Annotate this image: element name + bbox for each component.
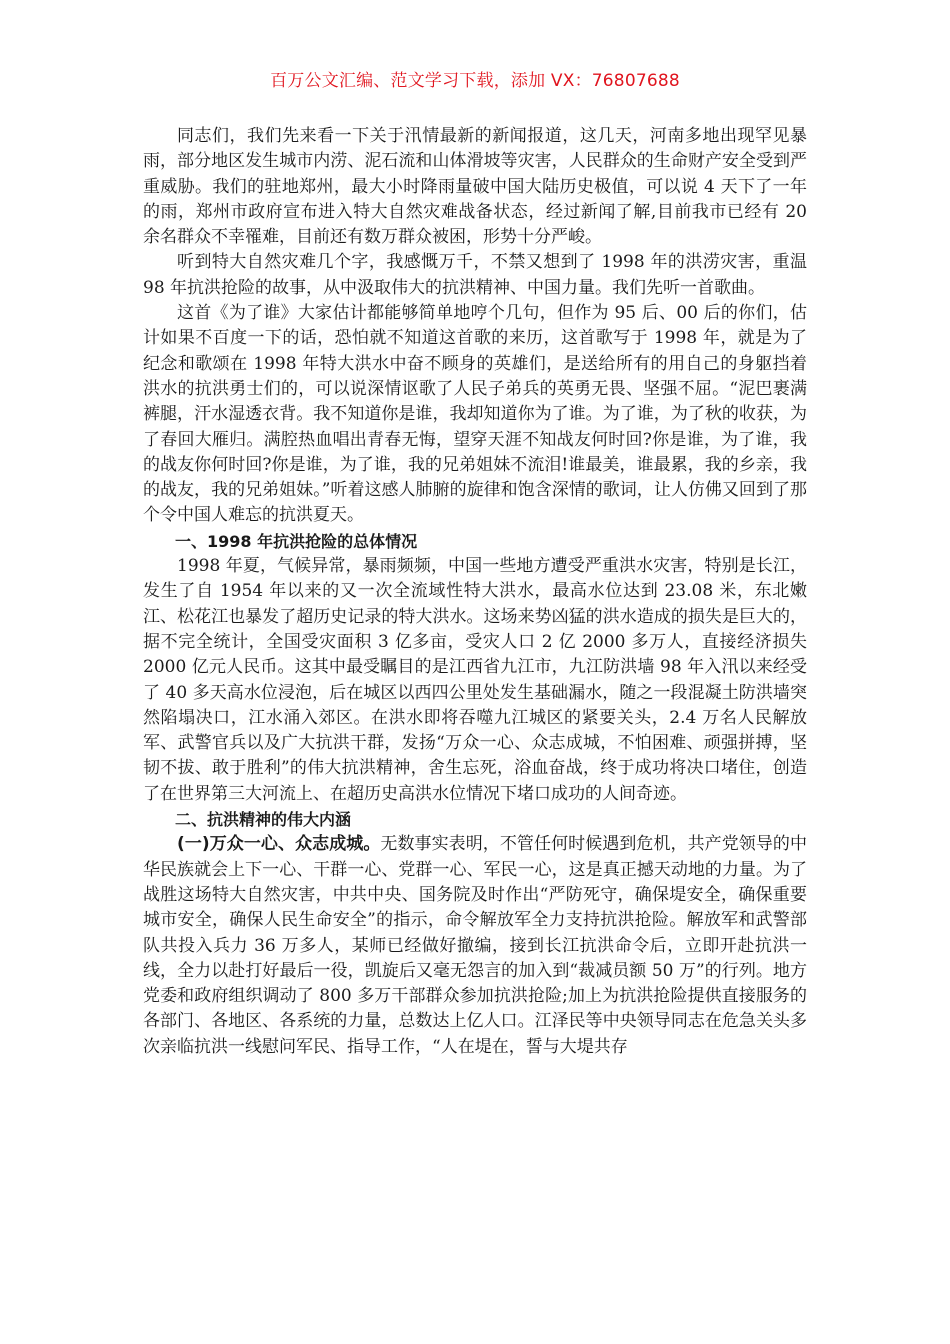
section-heading-1: 一、1998 年抗洪抢险的总体情况 xyxy=(175,531,418,551)
subheading-unity: (一)万众一心、众志成城。 xyxy=(177,834,381,855)
paragraph-song: 这首《为了谁》大家估计都能够简单地哼个几句，但作为 95 后、00 后的你们，估计如果不百度一下的话，恐怕就不知道这首歌的来历，这首歌写于 1998 年，就是为了纪念和歌颂在 1998 年特大洪水中奋不顾身的英雄们，是送给所有的用自己的身躯挡着洪水的抗洪勇士们的，可以说深情讴歌了人民子弟兵的英勇无畏、坚强不屈。“泥巴裹满裤腿，汗水湿透衣背。我不知道你是谁，我却知道你为了谁。为了谁，为了秋的收获，为了春回大雁归。满腔热血唱出青春无悔，望穿天涯不知战友何时回?你是谁，为了谁，我的战友你何时回?你是谁，为了谁，我的兄弟姐妹不流泪!谁最美，谁最累，我的乡亲，我的战友，我的兄弟姐妹。”听着这感人肺腑的旋律和饱含深情的歌词，让人仿佛又回到了那个令中国人难忘的抗洪夏天。 xyxy=(143,303,807,526)
paragraph-recall-1998: 听到特大自然灾难几个字，我感慨万千，不禁又想到了 1998 年的洪涝灾害，重温 98 年抗洪抢险的故事，从中汲取伟大的抗洪精神、中国力量。我们先听一首歌曲。 xyxy=(143,252,807,298)
paragraph-intro: 同志们，我们先来看一下关于汛情最新的新闻报道，这几天，河南多地出现罕见暴雨，部分地区发生城市内涝、泥石流和山体滑坡等灾害，人民群众的生命财产安全受到严重威胁。我们的驻地郑州，最大小时降雨量破中国大陆历史极值，可以说 4 天下了一年的雨，郑州市政府宣布进入特大自然灾难战备状态，经过新闻了解,目前我市已经有 20 余名群众不幸罹难，目前还有数万群众被困，形势十分严峻。 xyxy=(143,126,807,248)
section-heading-2: 二、抗洪精神的伟大内涵 xyxy=(175,810,352,830)
paragraph-unity-body: 无数事实表明，不管任何时候遇到危机，共产党领导的中华民族就会上下一心、干群一心、党群一心、军民一心，这是真正撼天动地的力量。为了战胜这场特大自然灾害，中共中央、国务院及时作出“严防死守，确保堤安全，确保重要城市安全，确保人民生命安全”的指示，命令解放军全力支持抗洪抢险。解放军和武警部队共投入兵力 36 万多人，某师已经做好撤编，接到长江抗洪命令后，立即开赴抗洪一线，全力以赴打好最后一役，凯旋后又毫无怨言的加入到“裁减员额 50 万”的行列。地方党委和政府组织调动了 800 多万干部群众参加抗洪抢险;加上为抗洪抢险提供直接服务的各部门、各地区、各系统的力量，总数达上亿人口。江泽民等中央领导同志在危急关头多次亲临抗洪一线慰问军民、指导工作，“人在堤在，誓与大堤共存 xyxy=(143,834,807,1057)
download-promo-header: 百万公文汇编、范文学习下载，添加 VX：76807688 xyxy=(270,71,680,91)
document-body xyxy=(143,124,807,1060)
paragraph-unity xyxy=(143,832,807,1060)
paragraph-1998-overview: 1998 年夏，气候异常，暴雨频频，中国一些地方遭受严重洪水灾害，特别是长江，发生了自 1954 年以来的又一次全流域性特大洪水，最高水位达到 23.08 米，东北嫩江、松花江也暴发了超历史记录的特大洪水。这场来势凶猛的洪水造成的损失是巨大的，据不完全统计，全国受灾面积 3 亿多亩，受灾人口 2 亿 2000 多万人，直接经济损失 2000 亿元人民币。这其中最受瞩目的是江西省九江市，九江防洪墙 98 年入汛以来经受了 40 多天高水位浸泡，后在城区以西四公里处发生基础漏水，随之一段混凝土防洪墙突然陷塌决口，江水涌入郊区。在洪水即将吞噬九江城区的紧要关头，2.4 万名人民解放军、武警官兵以及广大抗洪干群，发扬“万众一心、众志成城，不怕困难、顽强拼搏，坚韧不拔、敢于胜利”的伟大抗洪精神，舍生忘死，浴血奋战，终于成功将决口堵住，创造了在世界第三大河流上、在超历史高洪水位情况下堵口成功的人间奇迹。 xyxy=(143,556,807,804)
